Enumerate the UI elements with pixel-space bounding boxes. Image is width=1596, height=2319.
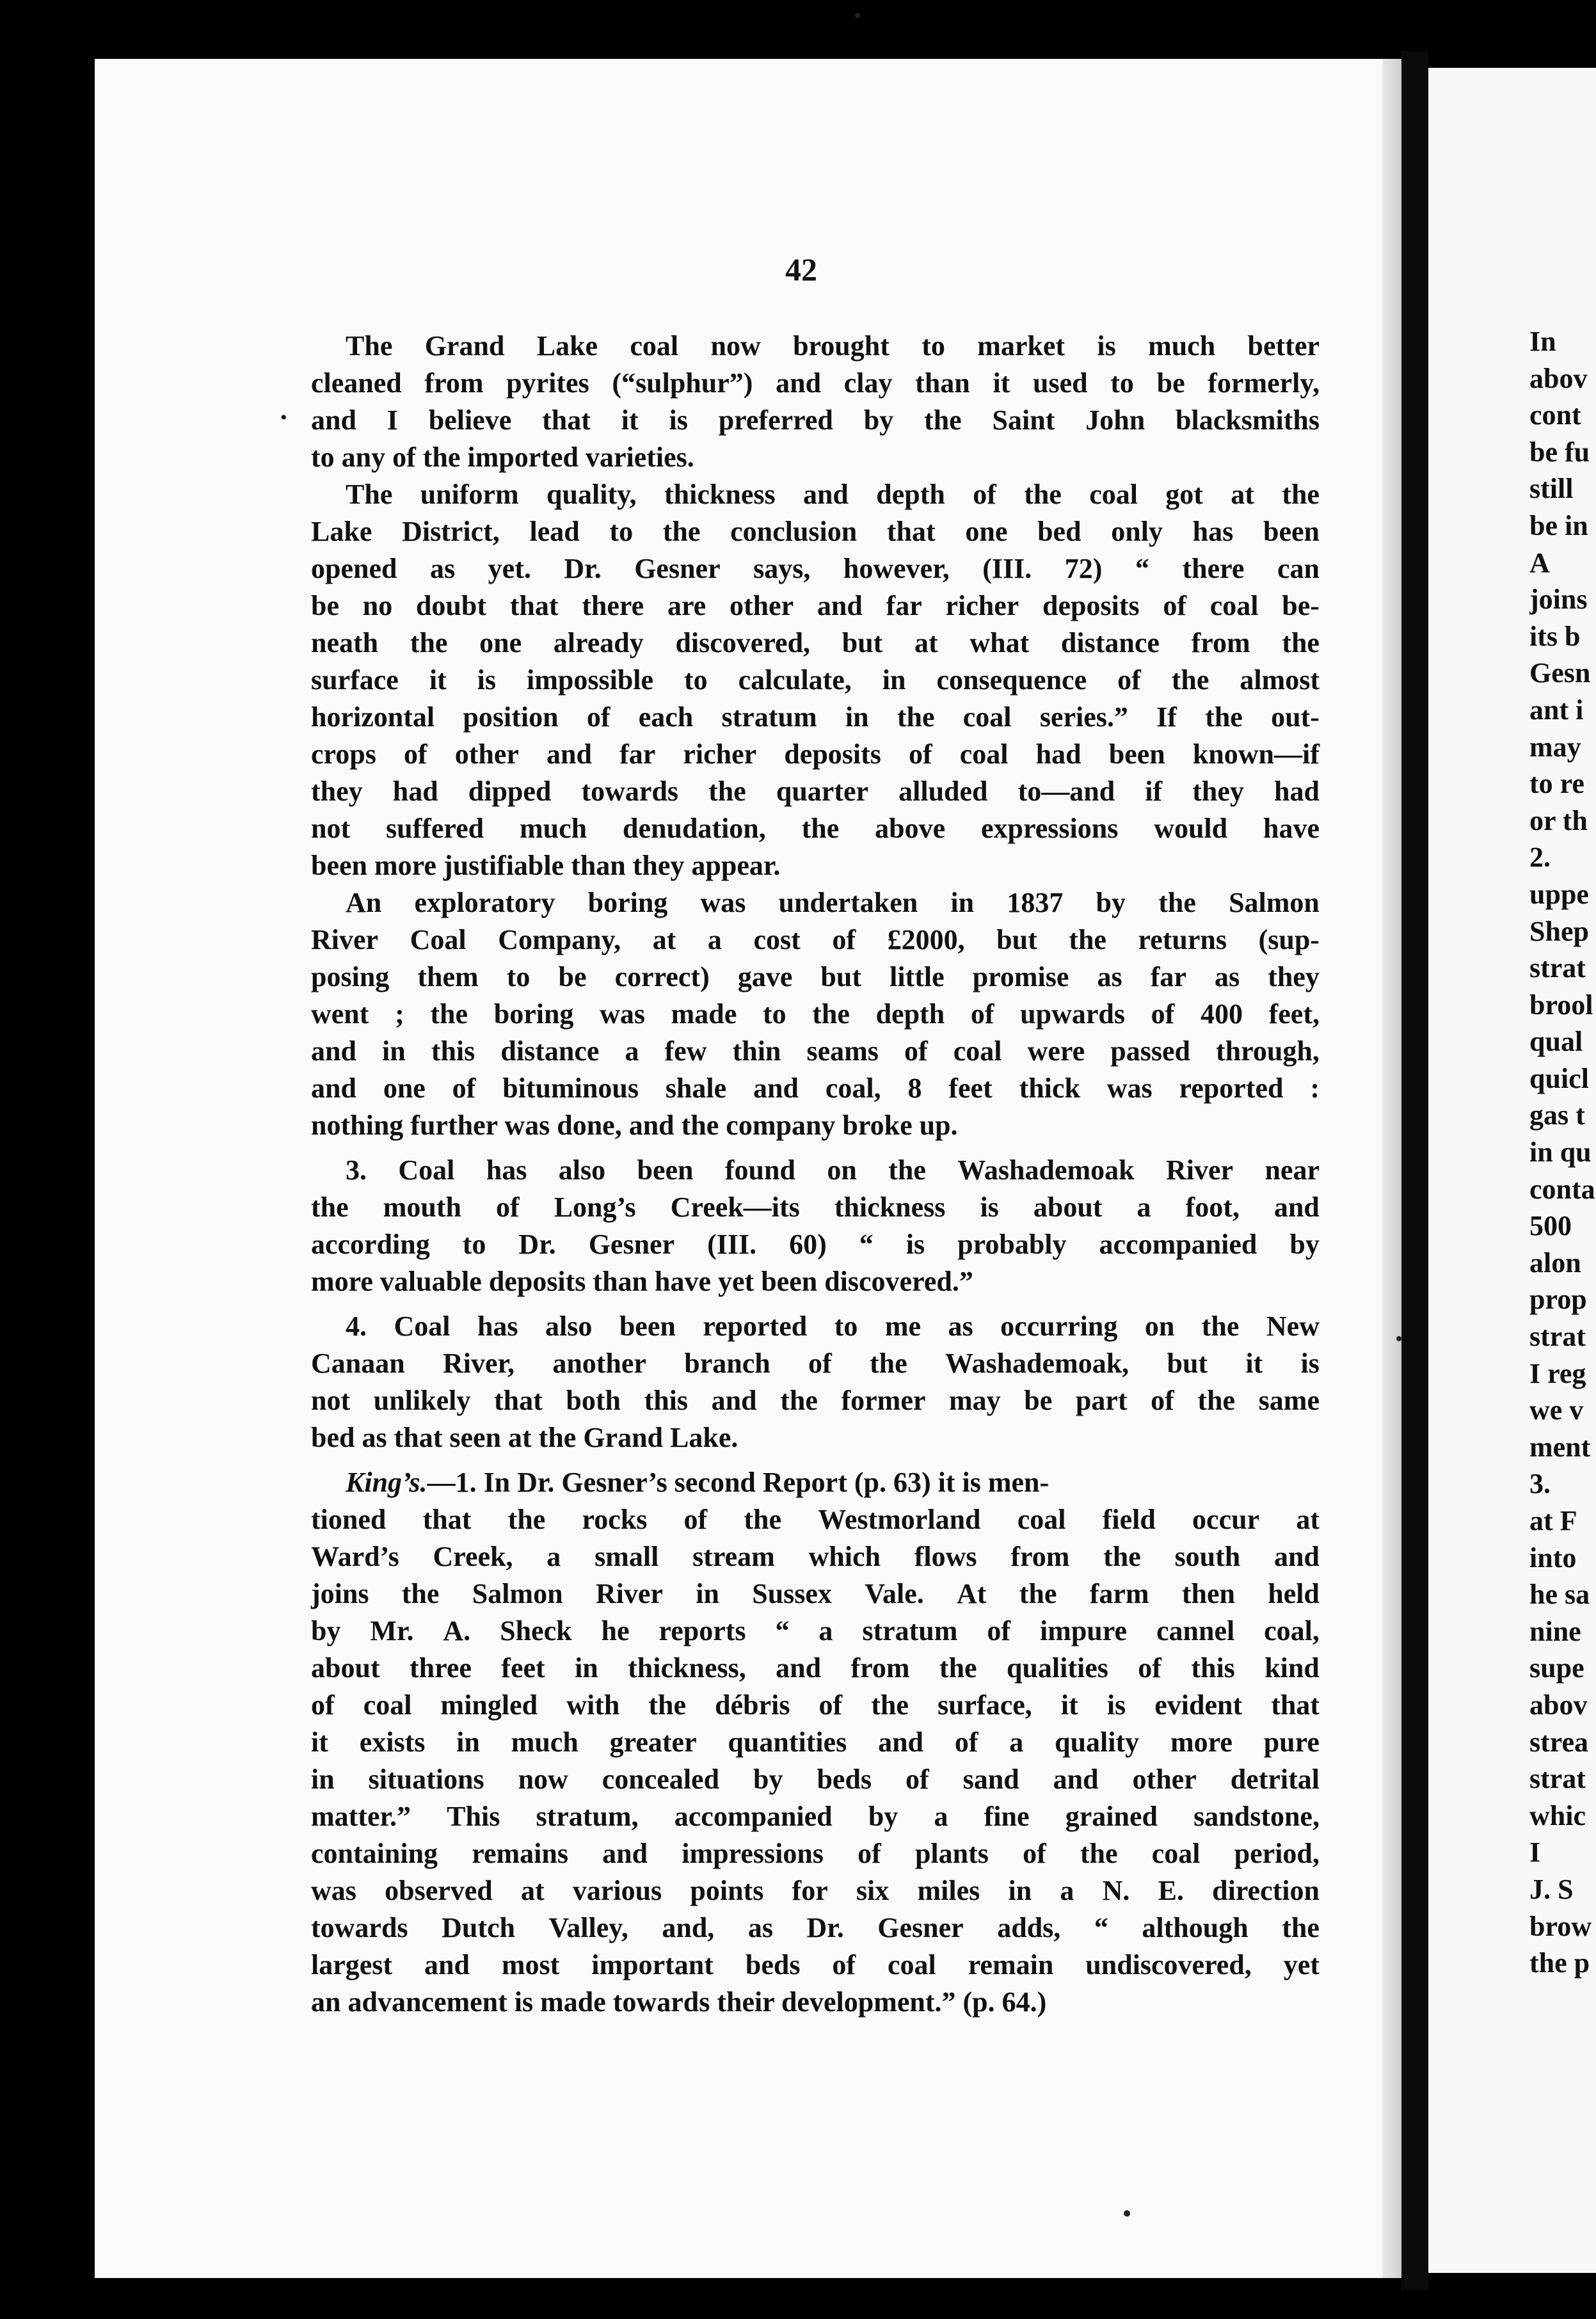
facing-line-fragment: may (1529, 731, 1581, 763)
text-line: of coal mingled with the débris of the surface, it is evident that (311, 1689, 1320, 1721)
facing-line-fragment: into (1529, 1542, 1577, 1574)
paragraph-gap (311, 1456, 1320, 1464)
text-line: it exists in much greater quantities and of a quality more pure (311, 1726, 1320, 1758)
text-line: was observed at various points for six miles in a N. E. direction (311, 1875, 1320, 1906)
text-line: more valuable deposits than have yet been discovered.” (311, 1266, 973, 1297)
facing-line-fragment: whic (1529, 1799, 1586, 1831)
facing-line-fragment: still (1529, 473, 1574, 505)
facing-line-fragment: J. S (1529, 1873, 1574, 1905)
facing-line-fragment: 2. (1529, 841, 1551, 873)
facing-line-fragment: abov (1529, 1689, 1588, 1721)
text-line: The Grand Lake coal now brought to market is much better (346, 330, 1320, 362)
body-text (311, 328, 1320, 2021)
text-line-rest: —1. In Dr. Gesner’s second Report (p. 63) it is men- (427, 1467, 1049, 1498)
facing-line-fragment: we v (1529, 1394, 1584, 1426)
text-line: crops of other and far richer deposits of coal had been known—if (311, 738, 1320, 770)
text-line: not suffered much denudation, the above expressions would have (311, 813, 1320, 844)
facing-line-fragment: I (1529, 1837, 1541, 1869)
facing-line-fragment: strat (1529, 952, 1586, 984)
facing-line-fragment: brow (1529, 1910, 1592, 1942)
facing-line-fragment: at F (1529, 1505, 1577, 1536)
facing-line-fragment: strat (1529, 1763, 1586, 1795)
facing-line-fragment: or th (1529, 804, 1588, 836)
facing-line-fragment: 3. (1529, 1468, 1551, 1500)
page-edge (1382, 59, 1401, 2278)
text-line: went ; the boring was made to the depth of upwards of 400 feet, (311, 998, 1320, 1030)
text-line: not unlikely that both this and the former may be part of the same (311, 1385, 1320, 1416)
text-line: according to Dr. Gesner (III. 60) “ is probably accompanied by (311, 1229, 1320, 1260)
text-line: containing remains and impressions of plants of the coal period, (311, 1838, 1320, 1869)
paragraph (311, 884, 1320, 1144)
text-line: tioned that the rocks of the Westmorland coal field occur at (311, 1504, 1320, 1535)
text-line: towards Dutch Valley, and, as Dr. Gesner adds, “ although the (311, 1912, 1320, 1943)
facing-line-fragment: I reg (1529, 1357, 1586, 1389)
scan-speck (1396, 1336, 1401, 1341)
text-line: neath the one already discovered, but at what distance from the (311, 627, 1320, 658)
text-line: matter.” This stratum, accompanied by a fine grained sandstone, (311, 1801, 1320, 1832)
facing-line-fragment: in qu (1529, 1136, 1592, 1168)
text-line: the mouth of Long’s Creek—its thickness is about a foot, and (311, 1191, 1320, 1223)
scan-speck (1124, 2210, 1130, 2217)
facing-line-fragment: abov (1529, 362, 1588, 394)
facing-line-fragment: supe (1529, 1652, 1584, 1684)
text-line: Ward’s Creek, a small stream which flows from the south and (311, 1541, 1320, 1572)
text-line: and in this distance a few thin seams of coal were passed through, (311, 1035, 1320, 1067)
margin-mark: • (280, 407, 287, 428)
text-line (311, 1464, 1320, 1501)
facing-line-fragment: conta (1529, 1173, 1595, 1205)
text-line: joins the Salmon River in Sussex Vale. At the farm then held (311, 1578, 1320, 1609)
facing-line-fragment: 500 (1529, 1210, 1572, 1242)
facing-line-fragment: Shep (1529, 915, 1589, 947)
facing-line-fragment: its b (1529, 620, 1581, 652)
text-line: Canaan River, another branch of the Washademoak, but it is (311, 1348, 1320, 1379)
facing-line-fragment: brool (1529, 989, 1593, 1021)
facing-line-fragment: be fu (1529, 436, 1590, 468)
text-line: they had dipped towards the quarter alluded to—and if they had (311, 776, 1320, 807)
paragraph (311, 476, 1320, 884)
text-line: surface it is impossible to calculate, in consequence of the almost (311, 664, 1320, 696)
text-line: opened as yet. Dr. Gesner says, however, (III. 72) “ there can (311, 553, 1320, 584)
text-line: an advancement is made towards their development.” (p. 64.) (311, 1986, 1047, 2018)
paragraph-gap (311, 1144, 1320, 1152)
text-line: be no doubt that there are other and far richer deposits of coal be- (311, 590, 1320, 621)
facing-line-fragment: joins (1529, 584, 1588, 616)
facing-line-fragment: In (1529, 326, 1556, 357)
facing-line-fragment: strat (1529, 1321, 1586, 1353)
text-line: Lake District, lead to the conclusion that one bed only has been (311, 516, 1320, 547)
section-lead: King’s. (346, 1467, 427, 1498)
facing-line-fragment: uppe (1529, 878, 1589, 910)
text-line: in situations now concealed by beds of sand and other detrital (311, 1764, 1320, 1795)
facing-line-fragment: gas t (1529, 1099, 1585, 1131)
book-gutter (1401, 51, 1428, 2291)
facing-line-fragment: the p (1529, 1947, 1590, 1979)
paragraph (311, 328, 1320, 476)
paragraph (311, 1308, 1320, 1456)
text-line: posing them to be correct) gave but little promise as far as they (311, 961, 1320, 992)
paragraph (311, 1464, 1320, 2021)
facing-line-fragment: A (1529, 546, 1550, 578)
facing-line-fragment: Gesn (1529, 657, 1591, 689)
paragraph-gap (311, 1300, 1320, 1308)
scan-speck (855, 13, 860, 18)
facing-line-fragment: ant i (1529, 694, 1584, 726)
text-line: to any of the imported varieties. (311, 442, 694, 473)
text-line: and I believe that it is preferred by the Saint John blacksmiths (311, 404, 1320, 436)
facing-line-fragment: alon (1529, 1247, 1581, 1279)
facing-line-fragment: ment (1529, 1431, 1591, 1463)
text-line: and one of bituminous shale and coal, 8 feet thick was reported : (311, 1072, 1320, 1104)
text-line: horizontal position of each stratum in the coal series.” If the out- (311, 701, 1320, 733)
text-line: River Coal Company, at a cost of £2000, but the returns (sup- (311, 924, 1320, 955)
facing-line-fragment: to re (1529, 768, 1584, 800)
facing-page-text (1529, 323, 1596, 1982)
facing-line-fragment: cont (1529, 399, 1581, 431)
facing-line-fragment: quicl (1529, 1062, 1589, 1094)
text-line: 3. Coal has also been found on the Washademoak River near (346, 1154, 1320, 1186)
facing-line-fragment: strea (1529, 1726, 1589, 1758)
text-line: cleaned from pyrites (“sulphur”) and clay than it used to be formerly, (311, 367, 1320, 399)
facing-line-fragment: qual (1529, 1026, 1583, 1058)
facing-line-fragment: he sa (1529, 1579, 1590, 1611)
text-line: by Mr. A. Sheck he reports “ a stratum of impure cannel coal, (311, 1615, 1320, 1646)
page-number: 42 (785, 251, 817, 287)
paragraph (311, 1152, 1320, 1300)
facing-line-fragment: nine (1529, 1615, 1581, 1647)
facing-line-fragment: prop (1529, 1284, 1587, 1316)
text-line: largest and most important beds of coal remain undiscovered, yet (311, 1949, 1320, 1980)
facing-line-fragment: be in (1529, 509, 1588, 541)
text-line: about three feet in thickness, and from the qualities of this kind (311, 1652, 1320, 1684)
text-line: nothing further was done, and the company broke up. (311, 1110, 958, 1141)
text-line: The uniform quality, thickness and depth of the coal got at the (346, 479, 1320, 510)
text-line: An exploratory boring was undertaken in 1837 by the Salmon (346, 887, 1320, 918)
text-line: been more justifiable than they appear. (311, 850, 781, 881)
text-line: 4. Coal has also been reported to me as occurring on the New (346, 1311, 1320, 1342)
text-line: bed as that seen at the Grand Lake. (311, 1422, 738, 1453)
